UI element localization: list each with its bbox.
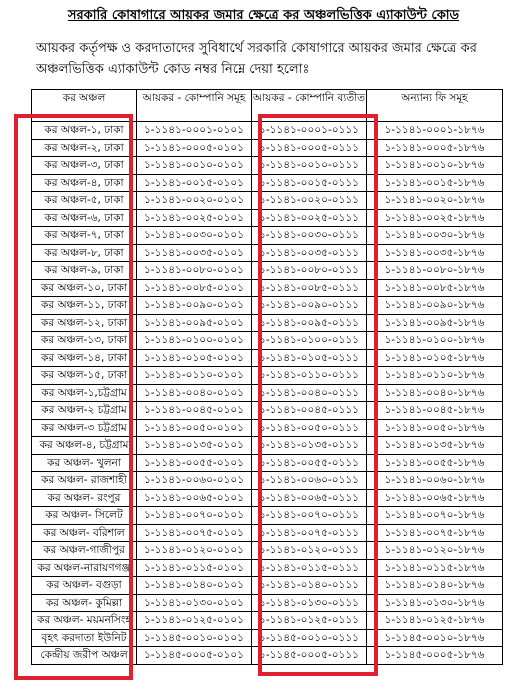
cell-tax-zone: কর অঞ্চল-৭, ঢাকা <box>32 227 137 245</box>
cell-non-company-code: ১-১১৪১-০০৭৫-০১১১ <box>252 524 367 542</box>
cell-company-code: ১-১১৪১-০১৩০-০১০১ <box>137 594 252 612</box>
cell-other-fee-code: ১-১১৪১-০১২০-১৮৭৬ <box>367 542 503 560</box>
cell-other-fee-code: ১-১১৪১-০০৯৫-১৮৭৬ <box>367 314 503 332</box>
cell-non-company-code: ১-১১৪১-০১৩৫-০১১১ <box>252 437 367 455</box>
cell-company-code: ১-১১৪১-০১১৫-০১০১ <box>137 559 252 577</box>
cell-company-code: ১-১১৪১-০১৪০-০১০১ <box>137 577 252 595</box>
cell-tax-zone: কর অঞ্চল-৪, চট্টগ্রাম <box>32 437 137 455</box>
cell-other-fee-code: ১-১১৪৫-০০১০-১৮৭৬ <box>367 629 503 647</box>
cell-other-fee-code: ১-১১৪১-০০০৫-১৮৭৬ <box>367 139 503 157</box>
cell-non-company-code: ১-১১৪৫-০০০৫-০১১১ <box>252 647 367 665</box>
cell-other-fee-code: ১-১১৪১-০০৫০-১৮৭৬ <box>367 419 503 437</box>
cell-non-company-code: ১-১১৪১-০০৪৫-০১১১ <box>252 402 367 420</box>
cell-tax-zone: কর অঞ্চল-গাজীপুর <box>32 542 137 560</box>
cell-other-fee-code: ১-১১৪১-০১৩৫-১৮৭৬ <box>367 437 503 455</box>
cell-non-company-code: ১-১১৪১-০০০৫-০১১১ <box>252 139 367 157</box>
cell-tax-zone: কর অঞ্চল-২, ঢাকা <box>32 139 137 157</box>
cell-non-company-code: ১-১১৪১-০০৮৫-০১১১ <box>252 279 367 297</box>
cell-other-fee-code: ১-১১৪১-০১২৫-১৮৭৬ <box>367 612 503 630</box>
cell-tax-zone: কর অঞ্চল-১, ঢাকা <box>32 122 137 140</box>
cell-other-fee-code: ১-১১৪১-০০৮০-১৮৭৬ <box>367 262 503 280</box>
cell-other-fee-code: ১-১১৪১-০১০০-১৮৭৬ <box>367 332 503 350</box>
cell-other-fee-code: ১-১১৪১-০০৩৫-১৮৭৬ <box>367 244 503 262</box>
cell-company-code: ১-১১৪১-০১৩৫-০১০১ <box>137 437 252 455</box>
cell-company-code: ১-১১৪১-০০৭৫-০১০১ <box>137 524 252 542</box>
cell-tax-zone: কর অঞ্চল- বরিশাল <box>32 524 137 542</box>
cell-company-code: ১-১১৪১-০০০৫-০১০১ <box>137 139 252 157</box>
cell-other-fee-code: ১-১১৪১-০০২০-১৮৭৬ <box>367 192 503 210</box>
cell-company-code: ১-১১৪১-০০৮০-০১০১ <box>137 262 252 280</box>
cell-company-code: ১-১১৪১-০০৫৫-০১০১ <box>137 454 252 472</box>
cell-other-fee-code: ১-১১৪১-০০৬৫-১৮৭৬ <box>367 489 503 507</box>
page-title: সরকারি কোষাগারে আয়কর জমার ক্ষেত্রে কর অঞ্চলভিত্তিক এ্যাকাউন্ট কোড <box>67 8 460 23</box>
cell-non-company-code: ১-১১৪১-০০৮০-০১১১ <box>252 262 367 280</box>
cell-other-fee-code: ১-১১৪১-০১১০-১৮৭৬ <box>367 367 503 385</box>
header-non-company-tax: আয়কর - কোম্পানি ব্যতীত <box>252 90 367 122</box>
cell-non-company-code: ১-১১৪১-০০৯৫-০১১১ <box>252 314 367 332</box>
cell-tax-zone: কর অঞ্চল-১৫, ঢাকা <box>32 367 137 385</box>
cell-company-code: ১-১১৪১-০০৪৫-০১০১ <box>137 402 252 420</box>
cell-other-fee-code: ১-১১৪১-০০৪০-১৮৭৬ <box>367 384 503 402</box>
cell-company-code: ১-১১৪৫-০০১০-০১০১ <box>137 629 252 647</box>
cell-non-company-code: ১-১১৪১-০০৭০-০১১১ <box>252 507 367 525</box>
cell-other-fee-code: ১-১১৪১-০০১৫-১৮৭৬ <box>367 174 503 192</box>
cell-company-code: ১-১১৪১-০০১৫-০১০১ <box>137 174 252 192</box>
header-tax-zone: কর অঞ্চল <box>32 90 137 122</box>
cell-tax-zone: কর অঞ্চল-১৩, ঢাকা <box>32 332 137 350</box>
cell-company-code: ১-১১৪১-০০৩০-০১০১ <box>137 227 252 245</box>
cell-tax-zone: কর অঞ্চল- রাজশাহী <box>32 472 137 490</box>
cell-non-company-code: ১-১১৪১-০০২০-০১১১ <box>252 192 367 210</box>
cell-non-company-code: ১-১১৪১-০০২৫-০১১১ <box>252 209 367 227</box>
cell-tax-zone: কর অঞ্চল-২ চট্টগ্রাম <box>32 402 137 420</box>
cell-non-company-code: ১-১১৪১-০০৬০-০১১১ <box>252 472 367 490</box>
cell-non-company-code: ১-১১৪১-০১৪০-০১১১ <box>252 577 367 595</box>
cell-non-company-code: ১-১১৪১-০১৩০-০১১১ <box>252 594 367 612</box>
cell-other-fee-code: ১-১১৪১-০০২৫-১৮৭৬ <box>367 209 503 227</box>
cell-company-code: ১-১১৪১-০০৯৫-০১০১ <box>137 314 252 332</box>
cell-other-fee-code: ১-১১৪১-০১৩০-১৮৭৬ <box>367 594 503 612</box>
cell-company-code: ১-১১৪১-০০৫০-০১০১ <box>137 419 252 437</box>
cell-tax-zone: কর অঞ্চল- কুমিল্লা <box>32 594 137 612</box>
cell-tax-zone: কর অঞ্চল-৫, ঢাকা <box>32 192 137 210</box>
cell-non-company-code: ১-১১৪১-০০৪০-০১১১ <box>252 384 367 402</box>
cell-non-company-code: ১-১১৪১-০১১৫-০১১১ <box>252 559 367 577</box>
cell-company-code: ১-১১৪১-০০১০-০১০১ <box>137 157 252 175</box>
cell-company-code: ১-১১৪১-০০৮৫-০১০১ <box>137 279 252 297</box>
cell-tax-zone: কর অঞ্চল-৩, ঢাকা <box>32 157 137 175</box>
cell-other-fee-code: ১-১১৪১-০০০১-১৮৭৬ <box>367 122 503 140</box>
cell-tax-zone: কর অঞ্চল- ময়মনসিংহ <box>32 612 137 630</box>
highlight-box-tax-zone-column <box>14 114 133 680</box>
cell-non-company-code: ১-১১৪১-০০১৫-০১১১ <box>252 174 367 192</box>
cell-other-fee-code: ১-১১৪১-০০৭৫-১৮৭৬ <box>367 524 503 542</box>
cell-tax-zone: কর অঞ্চল-১১, ঢাকা <box>32 297 137 315</box>
cell-company-code: ১-১১৪১-০০৬০-০১০১ <box>137 472 252 490</box>
cell-tax-zone: কর অঞ্চল-১৪, ঢাকা <box>32 349 137 367</box>
cell-tax-zone: কর অঞ্চল-৯, ঢাকা <box>32 262 137 280</box>
cell-tax-zone: কর অঞ্চল-নারায়ণগঞ্জ <box>32 559 137 577</box>
cell-other-fee-code: ১-১১৪১-০১১৫-১৮৭৬ <box>367 559 503 577</box>
cell-non-company-code: ১-১১৪১-০০৬৫-০১১১ <box>252 489 367 507</box>
cell-non-company-code: ১-১১৪১-০১২০-০১১১ <box>252 542 367 560</box>
cell-company-code: ১-১১৪৫-০০০৫-০১০১ <box>137 647 252 665</box>
cell-tax-zone: কর অঞ্চল-১০, ঢাকা <box>32 279 137 297</box>
cell-company-code: ১-১১৪১-০০৭০-০১০১ <box>137 507 252 525</box>
cell-company-code: ১-১১৪১-০০৪০-০১০১ <box>137 384 252 402</box>
cell-tax-zone: কর অঞ্চল- রংপুর <box>32 489 137 507</box>
cell-tax-zone: কর অঞ্চল-৮, ঢাকা <box>32 244 137 262</box>
cell-non-company-code: ১-১১৪১-০১০০-০১১১ <box>252 332 367 350</box>
cell-company-code: ১-১১৪১-০১১০-০১০১ <box>137 367 252 385</box>
cell-tax-zone: কর অঞ্চল-১২, ঢাকা <box>32 314 137 332</box>
highlight-box-non-company-column <box>258 114 378 676</box>
header-other-fees: অন্যান্য ফি সমূহ <box>367 90 503 122</box>
cell-tax-zone: কর অঞ্চল-৩ চট্টগ্রাম <box>32 419 137 437</box>
intro-paragraph: আয়কর কর্তৃপক্ষ ও করদাতাদের সুবিধার্থে সরকারি কোষাগারে আয়কর জমার ক্ষেত্রে কর অঞ্চলভিত্তিক এ্যাকাউন্ট কোড নম্বর নিম্নে দেয়া হলোঃ <box>36 41 477 77</box>
cell-non-company-code: ১-১১৪১-০০৫০-০১১১ <box>252 419 367 437</box>
cell-other-fee-code: ১-১১৪১-০০৩০-১৮৭৬ <box>367 227 503 245</box>
cell-company-code: ১-১১৪১-০১০৫-০১০১ <box>137 349 252 367</box>
cell-non-company-code: ১-১১৪১-০০৩০-০১১১ <box>252 227 367 245</box>
cell-non-company-code: ১-১১৪১-০০০১-০১১১ <box>252 122 367 140</box>
cell-non-company-code: ১-১১৪১-০০৩৫-০১১১ <box>252 244 367 262</box>
cell-other-fee-code: ১-১১৪১-০০৬০-১৮৭৬ <box>367 472 503 490</box>
cell-non-company-code: ১-১১৪১-০০১০-০১১১ <box>252 157 367 175</box>
cell-non-company-code: ১-১১৪১-০১০৫-০১১১ <box>252 349 367 367</box>
header-company-tax: আয়কর - কোম্পানি সমূহ <box>137 90 252 122</box>
cell-non-company-code: ১-১১৪১-০০৯০-০১১১ <box>252 297 367 315</box>
cell-company-code: ১-১১৪১-০০৩৫-০১০১ <box>137 244 252 262</box>
cell-company-code: ১-১১৪১-০০২৫-০১০১ <box>137 209 252 227</box>
cell-tax-zone: কর অঞ্চল-১,চট্টগ্রাম <box>32 384 137 402</box>
cell-company-code: ১-১১৪১-০০৬৫-০১০১ <box>137 489 252 507</box>
cell-company-code: ১-১১৪১-০০৯০-০১০১ <box>137 297 252 315</box>
cell-non-company-code: ১-১১৪১-০১১০-০১১১ <box>252 367 367 385</box>
cell-tax-zone: কর অঞ্চল- বগুড়া <box>32 577 137 595</box>
cell-tax-zone: কর অঞ্চল-৬, ঢাকা <box>32 209 137 227</box>
cell-other-fee-code: ১-১১৪১-০১০৫-১৮৭৬ <box>367 349 503 367</box>
cell-company-code: ১-১১৪১-০১০০-০১০১ <box>137 332 252 350</box>
cell-non-company-code: ১-১১৪১-০০৫৫-০১১১ <box>252 454 367 472</box>
cell-other-fee-code: ১-১১৪১-০১৪০-১৮৭৬ <box>367 577 503 595</box>
cell-company-code: ১-১১৪১-০০০১-০১০১ <box>137 122 252 140</box>
cell-other-fee-code: ১-১১৪১-০০৯০-১৮৭৬ <box>367 297 503 315</box>
cell-other-fee-code: ১-১১৪১-০০৫৫-১৮৭৬ <box>367 454 503 472</box>
cell-other-fee-code: ১-১১৪১-০০৭০-১৮৭৬ <box>367 507 503 525</box>
cell-other-fee-code: ১-১১৪১-০০৮৫-১৮৭৬ <box>367 279 503 297</box>
cell-company-code: ১-১১৪১-০১২০-০১০১ <box>137 542 252 560</box>
cell-other-fee-code: ১-১১৪১-০০১০-১৮৭৬ <box>367 157 503 175</box>
cell-tax-zone: কর অঞ্চল- সিলেট <box>32 507 137 525</box>
cell-non-company-code: ১-১১৪৫-০০১০-০১১১ <box>252 629 367 647</box>
cell-tax-zone: কর অঞ্চল-৪, ঢাকা <box>32 174 137 192</box>
cell-tax-zone: কর অঞ্চল- খুলনা <box>32 454 137 472</box>
cell-company-code: ১-১১৪১-০০২০-০১০১ <box>137 192 252 210</box>
cell-other-fee-code: ১-১১৪৫-০০০৫-১৮৭৬ <box>367 647 503 665</box>
cell-company-code: ১-১১৪১-০১২৫-০১০১ <box>137 612 252 630</box>
cell-tax-zone: বৃহৎ করদাতা ইউনিট <box>32 629 137 647</box>
cell-other-fee-code: ১-১১৪১-০০৪৫-১৮৭৬ <box>367 402 503 420</box>
cell-tax-zone: কেন্দ্রীয় জরীপ অঞ্চল <box>32 647 137 665</box>
cell-non-company-code: ১-১১৪১-০১২৫-০১১১ <box>252 612 367 630</box>
